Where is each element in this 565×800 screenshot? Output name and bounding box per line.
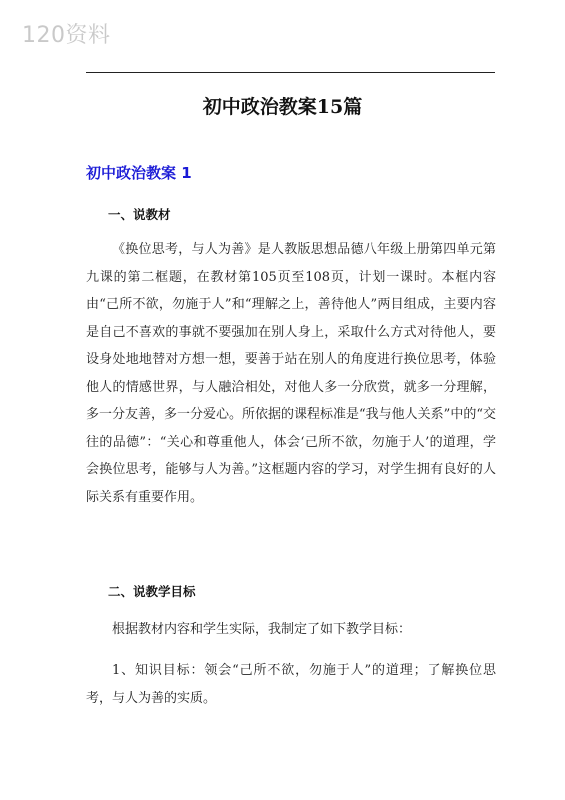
section-heading: 初中政治教案 1 (86, 164, 192, 182)
watermark-logo: 120资料 (22, 23, 111, 48)
paragraph-knowledge-objective: 1、知识目标：领会“己所不欲，勿施于人”的道理；了解换位思考，与人为善的实质。 (86, 663, 496, 706)
subsection-heading-2: 二、说教学目标 (108, 584, 196, 599)
subsection-heading-1: 一、说教材 (108, 207, 171, 222)
paragraph-textbook-description: 《换位思考，与人为善》是人教版思想品德八年级上册第四单元第九课的第二框题，在教材第105页至108页，计划一课时。本框内容由“己所不欲，勿施于人”和“理解之上，善待他人”两目组成，主要内容是自己不喜欢的事就不要强加在别人身上，采取什么方式对待他人，要设身处地地替对方想一想，要善于站在别人的角度进行换位思考，体验他人的情感世界，与人融洽相处，对他人多一分欣赏，就多一分理解，多一分友善，多一分爱心。所依据的课程标准是“我与他人关系”中的“交往的品德”：“关心和尊重他人，体会‘己所不欲，勿施于人’的道理，学会换位思考，能够与人为善。”这框题内容的学习，对学生拥有良好的人际关系有重要作用。 (86, 242, 496, 505)
page-title: 初中政治教案15篇 (202, 96, 363, 118)
paragraph-objectives-intro: 根据教材内容和学生实际，我制定了如下教学目标： (112, 622, 412, 637)
top-rule (86, 72, 495, 73)
